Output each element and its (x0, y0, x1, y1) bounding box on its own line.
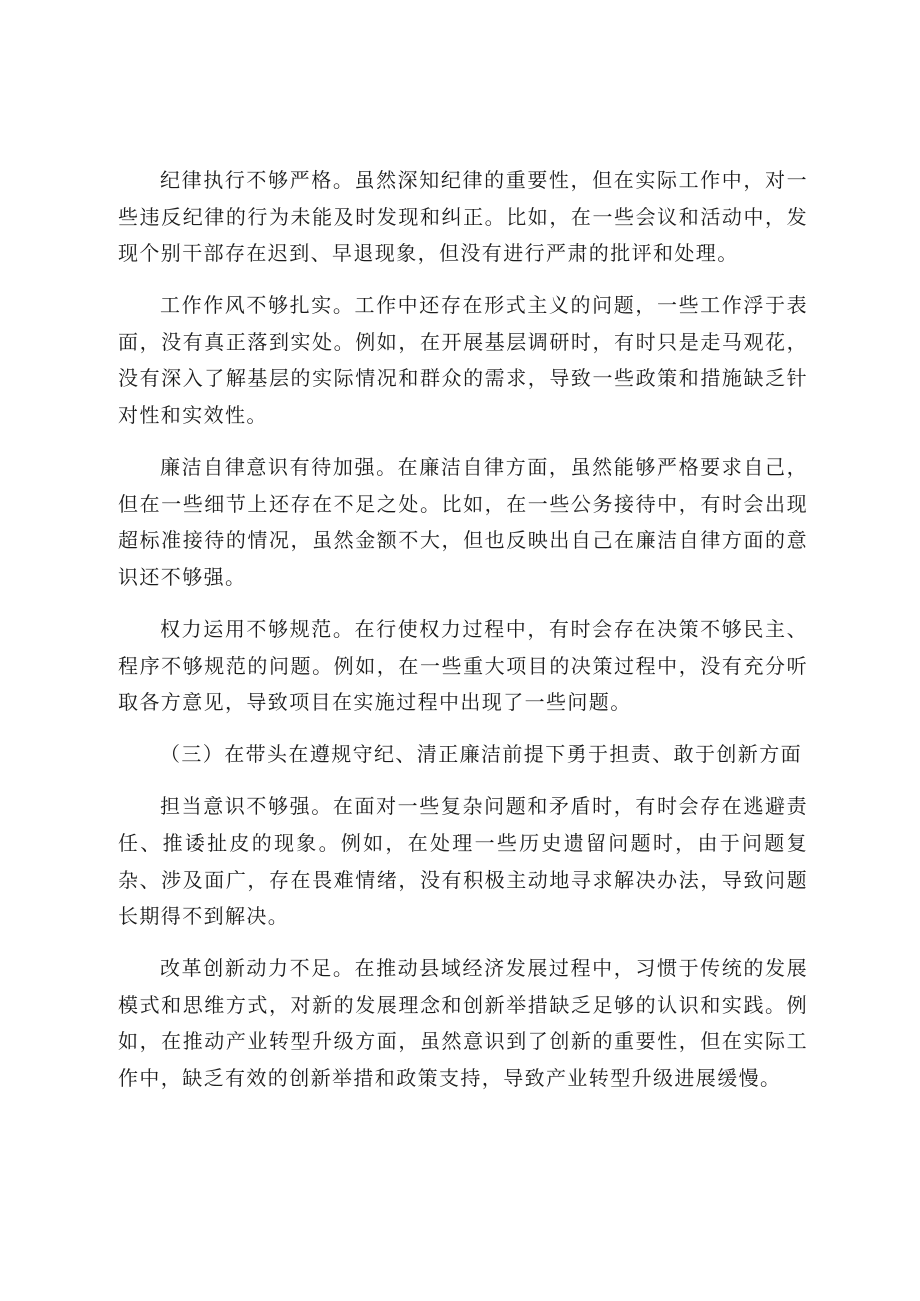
paragraph-discipline: 纪律执行不够严格。虽然深知纪律的重要性，但在实际工作中，对一些违反纪律的行为未能及时发现和纠正。比如，在一些会议和活动中，发现个别干部存在迟到、早退现象，但没有进行严肃的批评和处理。 (118, 168, 808, 266)
paragraph-responsibility: 担当意识不够强。在面对一些复杂问题和矛盾时，有时会存在逃避责任、推诿扯皮的现象。例如，在处理一些历史遗留问题时，由于问题复杂、涉及面广，存在畏难情绪，没有积极主动地寻求解决办法，导致问题长期得不到解决。 (118, 794, 808, 929)
paragraph-innovation: 改革创新动力不足。在推动县域经济发展过程中，习惯于传统的发展模式和思维方式，对新的发展理念和创新举措缺乏足够的认识和实践。例如，在推动产业转型升级方面，虽然意识到了创新的重要性，但在实际工作中，缺乏有效的创新举措和政策支持，导致产业转型升级进展缓慢。 (118, 956, 808, 1091)
paragraph-integrity: 廉洁自律意识有待加强。在廉洁自律方面，虽然能够严格要求自己，但在一些细节上还存在不足之处。比如，在一些公务接待中，有时会出现超标准接待的情况，虽然金额不大，但也反映出自己在廉洁自律方面的意识还不够强。 (118, 455, 808, 589)
paragraph-work-style: 工作作风不够扎实。工作中还存在形式主义的问题，一些工作浮于表面，没有真正落到实处。例如，在开展基层调研时，有时只是走马观花，没有深入了解基层的实际情况和群众的需求，导致一些政策和措施缺乏针对性和实效性。 (118, 293, 808, 428)
paragraph-power-use: 权力运用不够规范。在行使权力过程中，有时会存在决策不够民主、程序不够规范的问题。例如，在一些重大项目的决策过程中，没有充分听取各方意见，导致项目在实施过程中出现了一些问题。 (118, 617, 808, 715)
document-body (118, 162, 808, 1112)
section-heading: （三）在带头在遵规守纪、清正廉洁前提下勇于担责、敢于创新方面 (160, 742, 802, 767)
